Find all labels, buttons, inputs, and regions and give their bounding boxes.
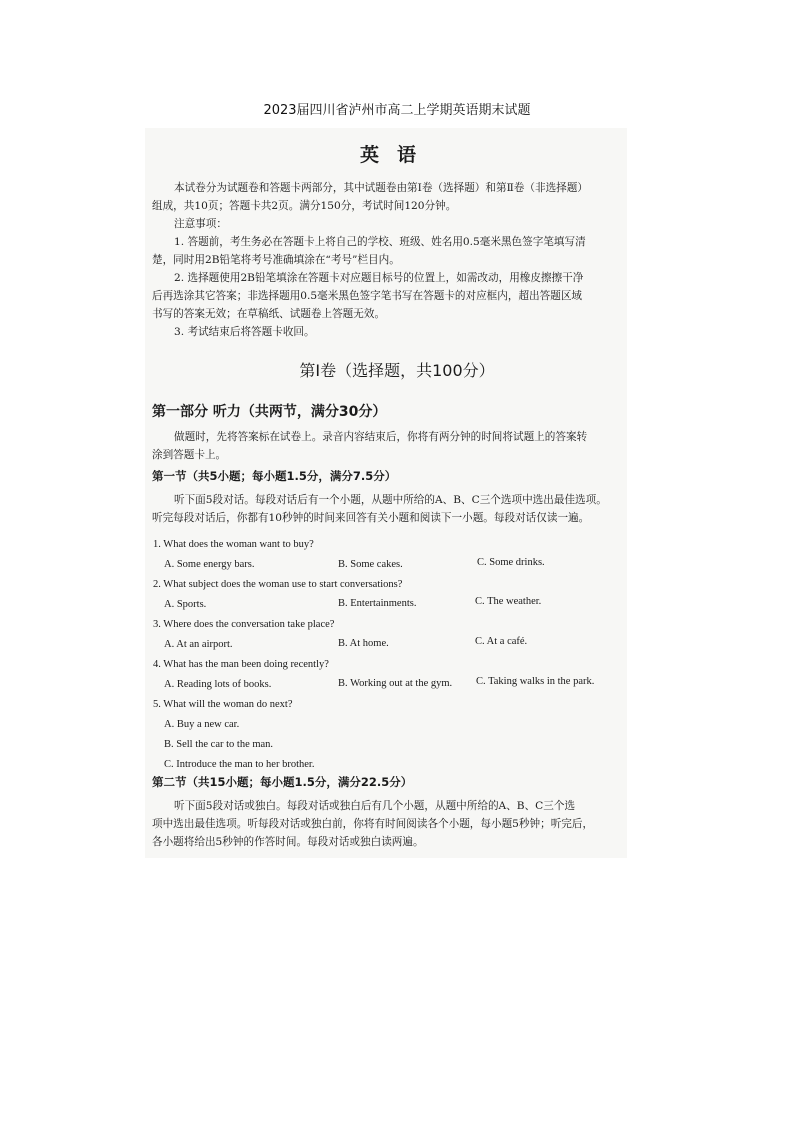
question-1: 1. What does the woman want to buy? (153, 539, 314, 550)
question-4-option-c: C. Taking walks in the park. (476, 676, 595, 687)
notice-2-line-1: 2. 选择题使用2B铅笔填涂在答题卡对应题目标号的位置上，如需改动，用橡皮擦擦干净 (174, 272, 584, 284)
part-1-heading: 第Ⅰ卷（选择题，共100分） (299, 361, 495, 380)
notice-3: 3. 考试结束后将答题卡收回。 (174, 326, 315, 338)
question-1-option-b: B. Some cakes. (338, 559, 403, 570)
subject-title: 英语 (359, 144, 434, 166)
notice-label: 注意事项： (174, 218, 227, 230)
notice-2-line-3: 书写的答案无效；在草稿纸、试题卷上答题无效。 (152, 308, 386, 320)
notice-2-line-2: 后再选涂其它答案；非选择题用0.5毫米黑色签字笔书写在答题卡的对应框内，超出答题区域 (152, 290, 583, 302)
section-2-line-3: 各小题将给出5秒钟的作答时间。每段对话或独白读两遍。 (152, 836, 424, 848)
listening-heading: 第一部分 听力（共两节，满分30分） (152, 404, 387, 420)
question-2-option-b: B. Entertainments. (338, 598, 417, 609)
question-3-option-b: B. At home. (338, 638, 389, 649)
question-5-option-b: B. Sell the car to the man. (164, 739, 274, 750)
question-4-option-a: A. Reading lots of books. (164, 679, 272, 690)
question-2-option-a: A. Sports. (164, 599, 207, 610)
question-3-option-a: A. At an airport. (164, 639, 233, 650)
intro-line-1: 本试卷分为试题卷和答题卡两部分，其中试题卷由第Ⅰ卷（选择题）和第Ⅱ卷（非选择题） (174, 182, 588, 194)
notice-1-line-1: 1. 答题前，考生务必在答题卡上将自己的学校、班级、姓名用0.5毫米黑色签字笔填写清 (174, 236, 586, 248)
question-2-option-c: C. The weather. (475, 596, 542, 607)
question-4: 4. What has the man been doing recently? (153, 659, 329, 670)
document-title: 2023届四川省泸州市高二上学期英语期末试题 (263, 103, 531, 118)
question-3-option-c: C. At a café. (475, 636, 528, 647)
question-2: 2. What subject does the woman use to start conversations? (153, 579, 403, 590)
intro-line-2: 组成，共10页；答题卡共2页。满分150分，考试时间120分钟。 (152, 200, 457, 212)
question-1-option-c: C. Some drinks. (477, 557, 545, 568)
question-4-option-b: B. Working out at the gym. (338, 678, 453, 689)
section-1-heading: 第一节（共5小题；每小题1.5分，满分7.5分） (152, 469, 397, 483)
question-5-option-c: C. Introduce the man to her brother. (164, 759, 315, 770)
question-1-option-a: A. Some energy bars. (164, 559, 255, 570)
section-1-line-1: 听下面5段对话。每段对话后有一个小题，从题中所给的A、B、C三个选项中选出最佳选项。 (174, 494, 607, 506)
listening-instr-line-2: 涂到答题卡上。 (152, 449, 227, 461)
section-1-line-2: 听完每段对话后，你都有10秒钟的时间来回答有关小题和阅读下一小题。每段对话仅读一遍。 (152, 512, 590, 524)
question-3: 3. Where does the conversation take place? (153, 619, 335, 630)
section-2-line-2: 项中选出最佳选项。听每段对话或独白前，你将有时间阅读各个小题，每小题5秒钟；听完后， (152, 818, 594, 830)
section-2-heading: 第二节（共15小题；每小题1.5分，满分22.5分） (152, 775, 413, 789)
question-5-option-a: A. Buy a new car. (164, 719, 240, 730)
notice-1-line-2: 楚，同时用2B铅笔将考号准确填涂在“考号”栏目内。 (152, 254, 400, 266)
question-5: 5. What will the woman do next? (153, 699, 293, 710)
section-2-line-1: 听下面5段对话或独白。每段对话或独白后有几个小题，从题中所给的A、B、C三个选 (174, 800, 576, 812)
listening-instr-line-1: 做题时，先将答案标在试卷上。录音内容结束后，你将有两分钟的时间将试题上的答案转 (174, 431, 588, 443)
